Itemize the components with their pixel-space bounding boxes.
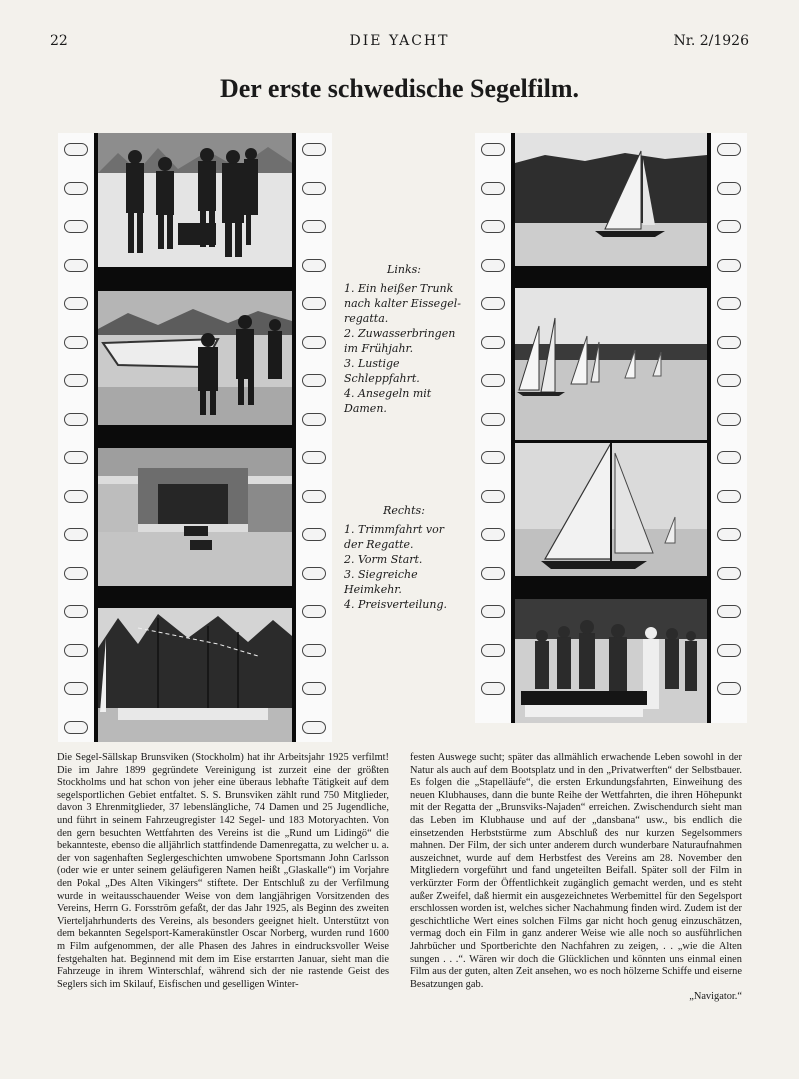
magazine-title: DIE YACHT: [349, 33, 450, 49]
sprocket-hole: [717, 336, 741, 349]
sprocket-hole: [64, 451, 88, 464]
photo-launching-boat: [98, 291, 292, 425]
sprocket-hole: [302, 297, 326, 310]
caption-right: [344, 503, 464, 612]
film-strip-right: [475, 133, 747, 723]
sprocket-holes-right: [711, 133, 747, 723]
sprocket-hole: [64, 605, 88, 618]
article-title: Der erste schwedische Segelfilm.: [219, 74, 580, 103]
sprocket-holes-left: [58, 133, 94, 742]
sprocket-hole: [717, 413, 741, 426]
caption-right-item: 1. Trimmfahrt vor der Regatte.: [344, 523, 444, 551]
sprocket-hole: [717, 297, 741, 310]
article-column-right-text: festen Auswege sucht; später das allmählich erwachende Leben sowohl in der Natur als auch auf dem Bootsplatz und in den „Privatwerften“ der Selbstbauer. Es folgen die „Stapelläufe“, die ersten Erkundungsfahrten, Einweihung des neuen Klubhauses, dann die bunte Reihe der Wettfahrten, die ihren Höhepunkt mit der Regatta der „Brunsviks-Najaden“ erreichen. Zwischendurch sieht man das Leben im Klubhause und auf der „dansbana“ usw., bis endlich die einsetzenden Herbststürme zum Abschluß des nur kurzen Segelsommers mahnen. Der Film, der sich unter anderem durch wunderbare Naturaufnahmen auszeichnet, wurde auf dem Herbstfest des Vereins am 28. November den Mitgliedern vorgeführt und fand ungeteilten Beifall. Später soll der Film in verkürzter Form der Öffentlichkeit zugänglich gemacht werden, und es steht außer Zweifel, daß hiermit ein ausgezeichnetes Werbemittel für den Segelsport erschlossen worden ist, welches sicher Nachahmung finden wird. Zudem ist der geschichtliche Wert eines solchen Films gar nicht hoch genug einzuschätzen, vermag doch ein Film in ganz anderer Weise wie alle noch so ausführlichen Jahrbücher und Sportberichte den Nachfahren zu zeigen, . . „wie die Alten sungen . . .“. Wären wir doch die Glücklichen und könnten uns einmal einen Film aus der guten, alten Zeit ansehen, wo es noch hölzerne Schiffe und eiserne Besatzungen gab.: [410, 752, 742, 990]
sprocket-hole: [481, 451, 505, 464]
sprocket-hole: [64, 182, 88, 195]
sprocket-hole: [717, 259, 741, 272]
sprocket-hole: [302, 721, 326, 734]
caption-right-item: 3. Siegreiche Heimkehr.: [344, 568, 418, 596]
sprocket-hole: [64, 259, 88, 272]
sprocket-hole: [481, 490, 505, 503]
sprocket-hole: [302, 220, 326, 233]
sprocket-hole: [717, 490, 741, 503]
photo-towing-under-bridge: [98, 448, 292, 586]
caption-left-item: 1. Ein heißer Trunk nach kalter Eissegel-regatta.: [344, 282, 461, 325]
caption-right-item: 4. Preisverteilung.: [344, 598, 447, 611]
sprocket-hole: [481, 644, 505, 657]
sprocket-hole: [481, 528, 505, 541]
photo-sailing-with-ladies: [98, 608, 292, 742]
sprocket-hole: [717, 143, 741, 156]
article-column-right: [410, 752, 742, 1004]
sprocket-hole: [64, 297, 88, 310]
sprocket-hole: [717, 682, 741, 695]
page-number: 22: [50, 33, 68, 49]
sprocket-hole: [481, 567, 505, 580]
caption-left-item: 4. Ansegeln mit Damen.: [344, 387, 432, 415]
sprocket-hole: [717, 374, 741, 387]
sprocket-hole: [302, 567, 326, 580]
sprocket-hole: [481, 413, 505, 426]
sprocket-hole: [64, 413, 88, 426]
sprocket-hole: [481, 374, 505, 387]
sprocket-hole: [481, 143, 505, 156]
sprocket-holes-right: [296, 133, 332, 742]
article-column-left: Die Segel-Sällskap Brunsviken (Stockholm) hat ihr Arbeitsjahr 1925 verfilmt! Die im Jahre 1899 gegründete Vereinigung ist zurzeit eine der größten Stockholms und hat schon von jeher eine überaus lebhafte Tätigkeit auf dem segelsportlichen Gebiet entfaltet. S. S. Brunsviken zählt rund 750 Mitglieder, davon 3 Ehrenmitglieder, 37 lebenslängliche, 74 Damen und 25 Jugendliche, und führt in seinem Fahrzeugregister 142 Segel- und 183 Motoryachten. Von den gern besuchten Wettfahrten des Vereins ist die „Rund um Lidingö“ die bekannteste, ebenso die alljährlich stattfindende Damenregatta, zu welcher u. a. der von sagenhaften Seglergeschichten umwobene Sportsmann John Carlsson (oder wie er unter seinem geläufigeren Namen heißt „Glaskalle“) im Vorjahre den Pokal „Des Alten Vikingers“ stiftete. Der Entschluß zu der Verfilmung wurde in weitausschauender Weise von dem langjährigen Vorsitzenden des Vereins, Herrn G. Forsström gefaßt, der das Jahr 1925, als Beginn des zweiten Vierteljahrhunderts des Vereins, als besonders geeignet hielt. Unterstützt von dem bekannten Segelsport-Kamerakünstler Oscar Norberg, wurden rund 1600 m Film aufgenommen, der alle Phasen des Jahres in eindrucksvoller Weise festgehalten hat. Beginnend mit dem im Eise erstarrten Januar, sieht man die Fahrzeuge in ihrem Winterschlaf, während sich der nie rastende Geist des Seglers sich im Skilauf, Eisfischen und geselligen Winter-: [57, 752, 389, 990]
sprocket-hole: [717, 451, 741, 464]
sprocket-hole: [481, 182, 505, 195]
sprocket-hole: [717, 220, 741, 233]
photo-victorious-return: [515, 443, 707, 576]
sprocket-hole: [302, 644, 326, 657]
sprocket-hole: [481, 220, 505, 233]
issue-number: Nr. 2/1926: [673, 33, 749, 49]
sprocket-hole: [302, 528, 326, 541]
caption-left-heading: Links:: [387, 263, 421, 276]
caption-left-item: 3. Lustige Schleppfahrt.: [344, 357, 420, 385]
sprocket-hole: [302, 451, 326, 464]
sprocket-hole: [302, 605, 326, 618]
caption-left: [344, 262, 464, 416]
sprocket-hole: [302, 682, 326, 695]
sprocket-hole: [64, 567, 88, 580]
sprocket-hole: [481, 297, 505, 310]
photo-ice-regatta-drink: [98, 133, 292, 267]
sprocket-hole: [481, 336, 505, 349]
sprocket-hole: [717, 567, 741, 580]
sprocket-hole: [717, 528, 741, 541]
photo-before-start: [515, 288, 707, 440]
photo-prize-giving: [515, 599, 707, 723]
sprocket-hole: [302, 182, 326, 195]
sprocket-hole: [717, 605, 741, 618]
sprocket-hole: [64, 143, 88, 156]
caption-left-item: 2. Zuwasserbringen im Frühjahr.: [344, 327, 456, 355]
caption-right-item: 2. Vorm Start.: [344, 553, 423, 566]
sprocket-hole: [64, 644, 88, 657]
sprocket-hole: [302, 374, 326, 387]
sprocket-hole: [64, 374, 88, 387]
sprocket-hole: [717, 182, 741, 195]
photo-trim-sail: [515, 133, 707, 266]
sprocket-hole: [302, 259, 326, 272]
sprocket-hole: [481, 682, 505, 695]
sprocket-hole: [64, 721, 88, 734]
caption-right-heading: Rechts:: [383, 504, 425, 517]
sprocket-hole: [64, 682, 88, 695]
sprocket-hole: [64, 336, 88, 349]
sprocket-hole: [302, 143, 326, 156]
running-header: [0, 33, 799, 53]
film-strip-left: [58, 133, 332, 742]
sprocket-hole: [717, 644, 741, 657]
sprocket-hole: [481, 259, 505, 272]
sprocket-hole: [302, 336, 326, 349]
sprocket-hole: [64, 528, 88, 541]
author-signature: „Navigator.“: [689, 991, 742, 1003]
sprocket-hole: [481, 605, 505, 618]
sprocket-hole: [64, 490, 88, 503]
sprocket-hole: [302, 413, 326, 426]
sprocket-holes-left: [475, 133, 511, 723]
sprocket-hole: [302, 490, 326, 503]
sprocket-hole: [64, 220, 88, 233]
